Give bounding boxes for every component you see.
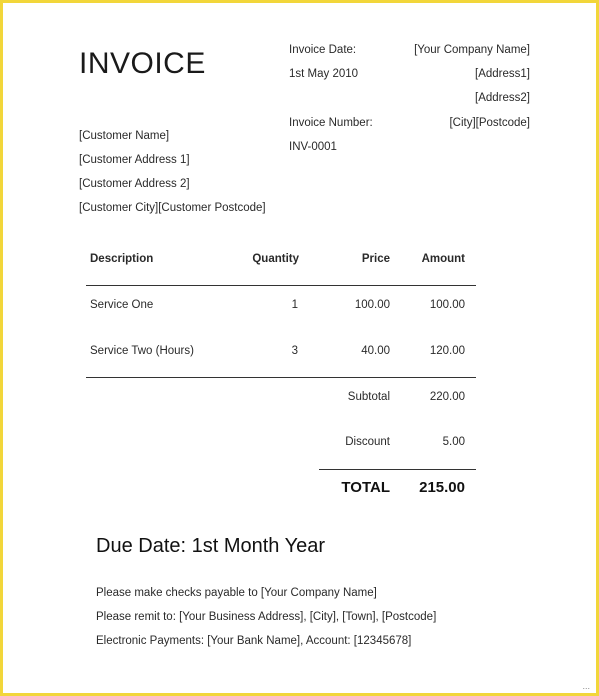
col-header-price: Price [361, 253, 390, 265]
col-header-description: Description [90, 253, 154, 265]
row2-price: 40.00 [361, 345, 390, 357]
electronic-payments-line: Electronic Payments: [Your Bank Name], Account: [12345678] [96, 635, 412, 647]
invoice-title: INVOICE [79, 47, 206, 80]
company-address2: [Address2] [475, 92, 530, 104]
row2-quantity: 3 [291, 345, 298, 357]
invoice-number-label: Invoice Number: [289, 117, 373, 129]
row1-description: Service One [90, 299, 154, 311]
total-label: TOTAL [341, 479, 390, 496]
company-address1: [Address1] [475, 68, 530, 80]
row1-quantity: 1 [291, 299, 298, 311]
discount-value: 5.00 [442, 436, 465, 448]
header-divider [86, 285, 476, 286]
total-divider [319, 469, 476, 470]
customer-city-postcode: [Customer City][Customer Postcode] [79, 202, 266, 214]
company-name: [Your Company Name] [414, 44, 530, 56]
row1-amount: 100.00 [429, 299, 465, 311]
invoice-date-label: Invoice Date: [289, 44, 357, 56]
col-header-quantity: Quantity [252, 253, 299, 265]
remit-to-line: Please remit to: [Your Business Address], [City], [Town], [Postcode] [96, 611, 437, 623]
invoice-number: INV-0001 [289, 141, 337, 153]
total-value: 215.00 [419, 479, 465, 496]
discount-label: Discount [345, 436, 390, 448]
row1-price: 100.00 [354, 299, 390, 311]
subtotal-value: 220.00 [429, 391, 465, 403]
rows-divider [86, 377, 476, 378]
subtotal-label: Subtotal [347, 391, 390, 403]
corner-mark: ... [582, 681, 590, 691]
due-date: Due Date: 1st Month Year [96, 535, 326, 557]
customer-name: [Customer Name] [79, 130, 170, 142]
row2-amount: 120.00 [429, 345, 465, 357]
customer-address2: [Customer Address 2] [79, 178, 190, 190]
checks-payable-line: Please make checks payable to [Your Company Name] [96, 587, 377, 599]
company-city-postcode: [City][Postcode] [449, 117, 530, 129]
customer-address1: [Customer Address 1] [79, 154, 190, 166]
row2-description: Service Two (Hours) [90, 345, 194, 357]
col-header-amount: Amount [421, 253, 465, 265]
invoice-date: 1st May 2010 [289, 68, 359, 80]
